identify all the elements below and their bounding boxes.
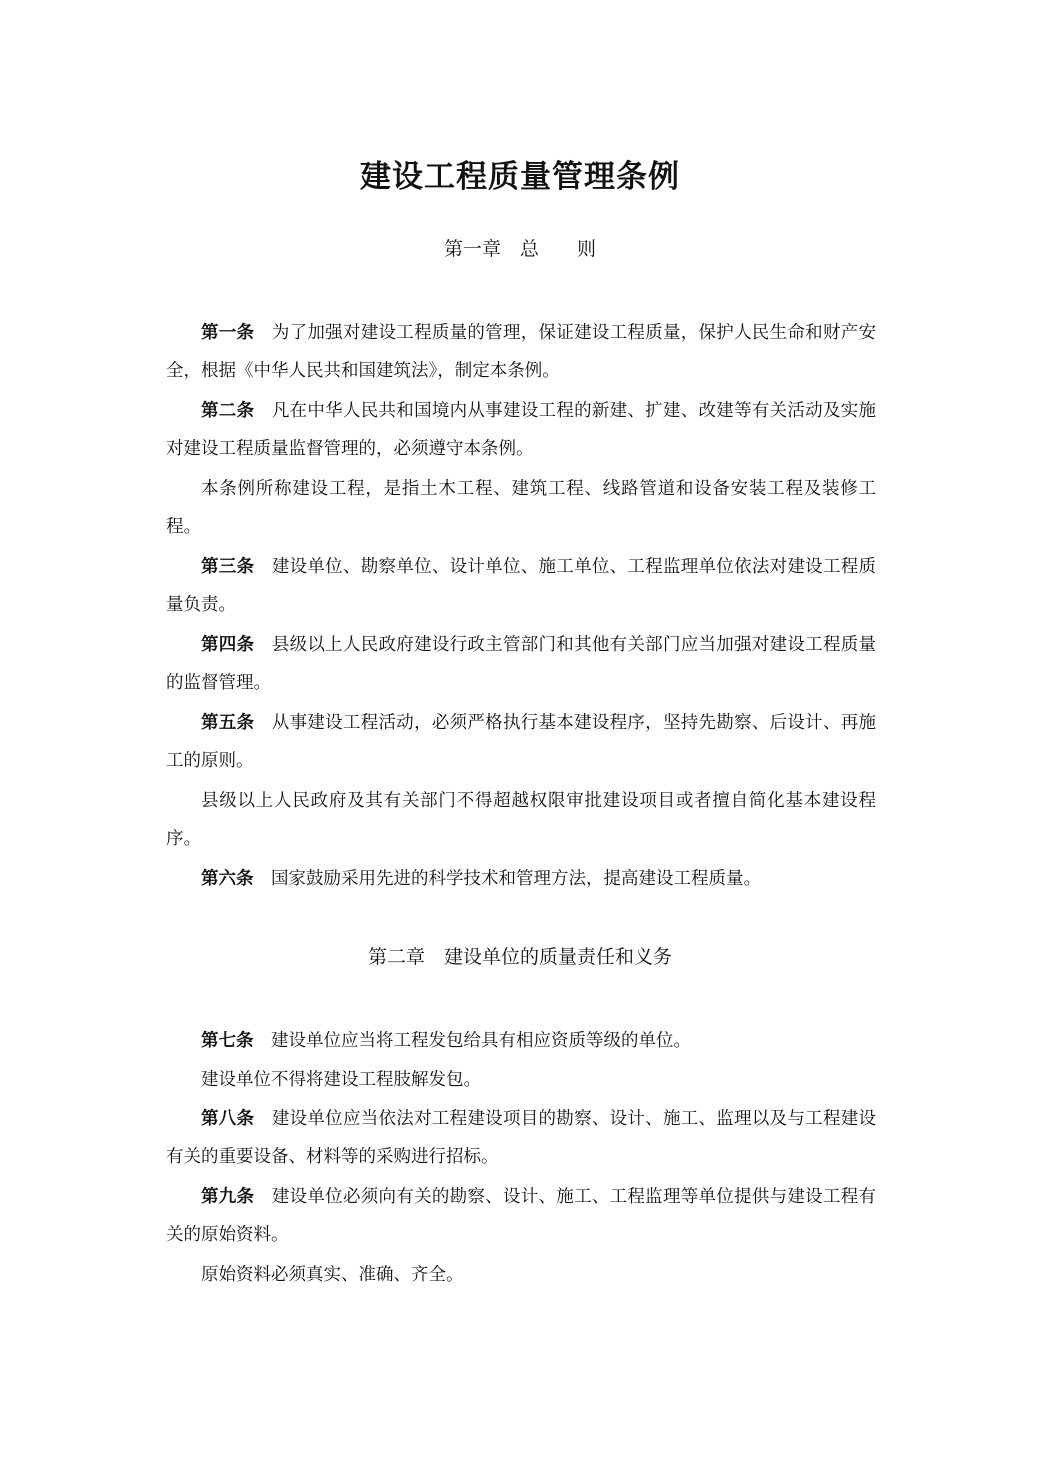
article-text: 县级以上人民政府及其有关部门不得超越权限审批建设项目或者擅自简化基本建设程序。: [166, 791, 876, 849]
article-label: 第三条: [201, 557, 255, 577]
article-paragraph: [166, 392, 876, 468]
article-text: 原始资料必须真实、准确、齐全。: [201, 1265, 464, 1285]
article-paragraph: [166, 548, 876, 624]
article-paragraph: [166, 782, 876, 858]
article-paragraph: [166, 860, 876, 898]
article-label: 第二条: [201, 401, 255, 421]
article-paragraph: [166, 1061, 876, 1099]
article-paragraph: [166, 626, 876, 702]
article-text: 建设单位、勘察单位、设计单位、施工单位、工程监理单位依法对建设工程质量负责。: [166, 557, 877, 615]
article-text: 国家鼓励采用先进的科学技术和管理方法，提高建设工程质量。: [271, 869, 761, 889]
article-label: 第九条: [201, 1187, 255, 1207]
article-paragraph: [166, 470, 876, 546]
article-label: 第七条: [201, 1031, 254, 1051]
article-text: 建设单位应当将工程发包给具有相应资质等级的单位。: [271, 1031, 691, 1051]
article-paragraph: [166, 1100, 876, 1176]
article-paragraph: [166, 1178, 876, 1254]
article-text: 建设单位不得将建设工程肢解发包。: [201, 1070, 481, 1090]
article-text: 建设单位应当依法对工程建设项目的勘察、设计、施工、监理以及与工程建设有关的重要设备、材料等的采购进行招标。: [166, 1109, 877, 1167]
article-label: 第六条: [201, 869, 254, 889]
article-label: 第八条: [201, 1109, 255, 1129]
article-label: 第四条: [201, 635, 255, 655]
article-text: 县级以上人民政府建设行政主管部门和其他有关部门应当加强对建设工程质量的监督管理。: [166, 635, 877, 693]
article-text: 从事建设工程活动，必须严格执行基本建设程序，坚持先勘察、后设计、再施工的原则。: [166, 713, 877, 771]
article-label: 第五条: [201, 713, 255, 733]
article-paragraph: [166, 1256, 876, 1294]
article-paragraph: [166, 314, 876, 390]
article-text: 为了加强对建设工程质量的管理，保证建设工程质量，保护人民生命和财产安全，根据《中华人民共和国建筑法》，制定本条例。: [166, 323, 877, 381]
article-text: 本条例所称建设工程，是指土木工程、建筑工程、线路管道和设备安装工程及装修工程。: [166, 479, 876, 537]
article-text: 建设单位必须向有关的勘察、设计、施工、工程监理等单位提供与建设工程有关的原始资料。: [166, 1187, 877, 1245]
article-paragraph: [166, 704, 876, 780]
article-paragraph: [166, 1022, 876, 1060]
chapter-heading: 第一章 总 则: [443, 238, 596, 260]
document-title: 建设工程质量管理条例: [360, 158, 680, 195]
article-text: 凡在中华人民共和国境内从事建设工程的新建、扩建、改建等有关活动及实施对建设工程质量监督管理的，必须遵守本条例。: [166, 401, 877, 459]
chapter-heading: 第二章 建设单位的质量责任和义务: [367, 946, 672, 968]
article-label: 第一条: [201, 323, 255, 343]
